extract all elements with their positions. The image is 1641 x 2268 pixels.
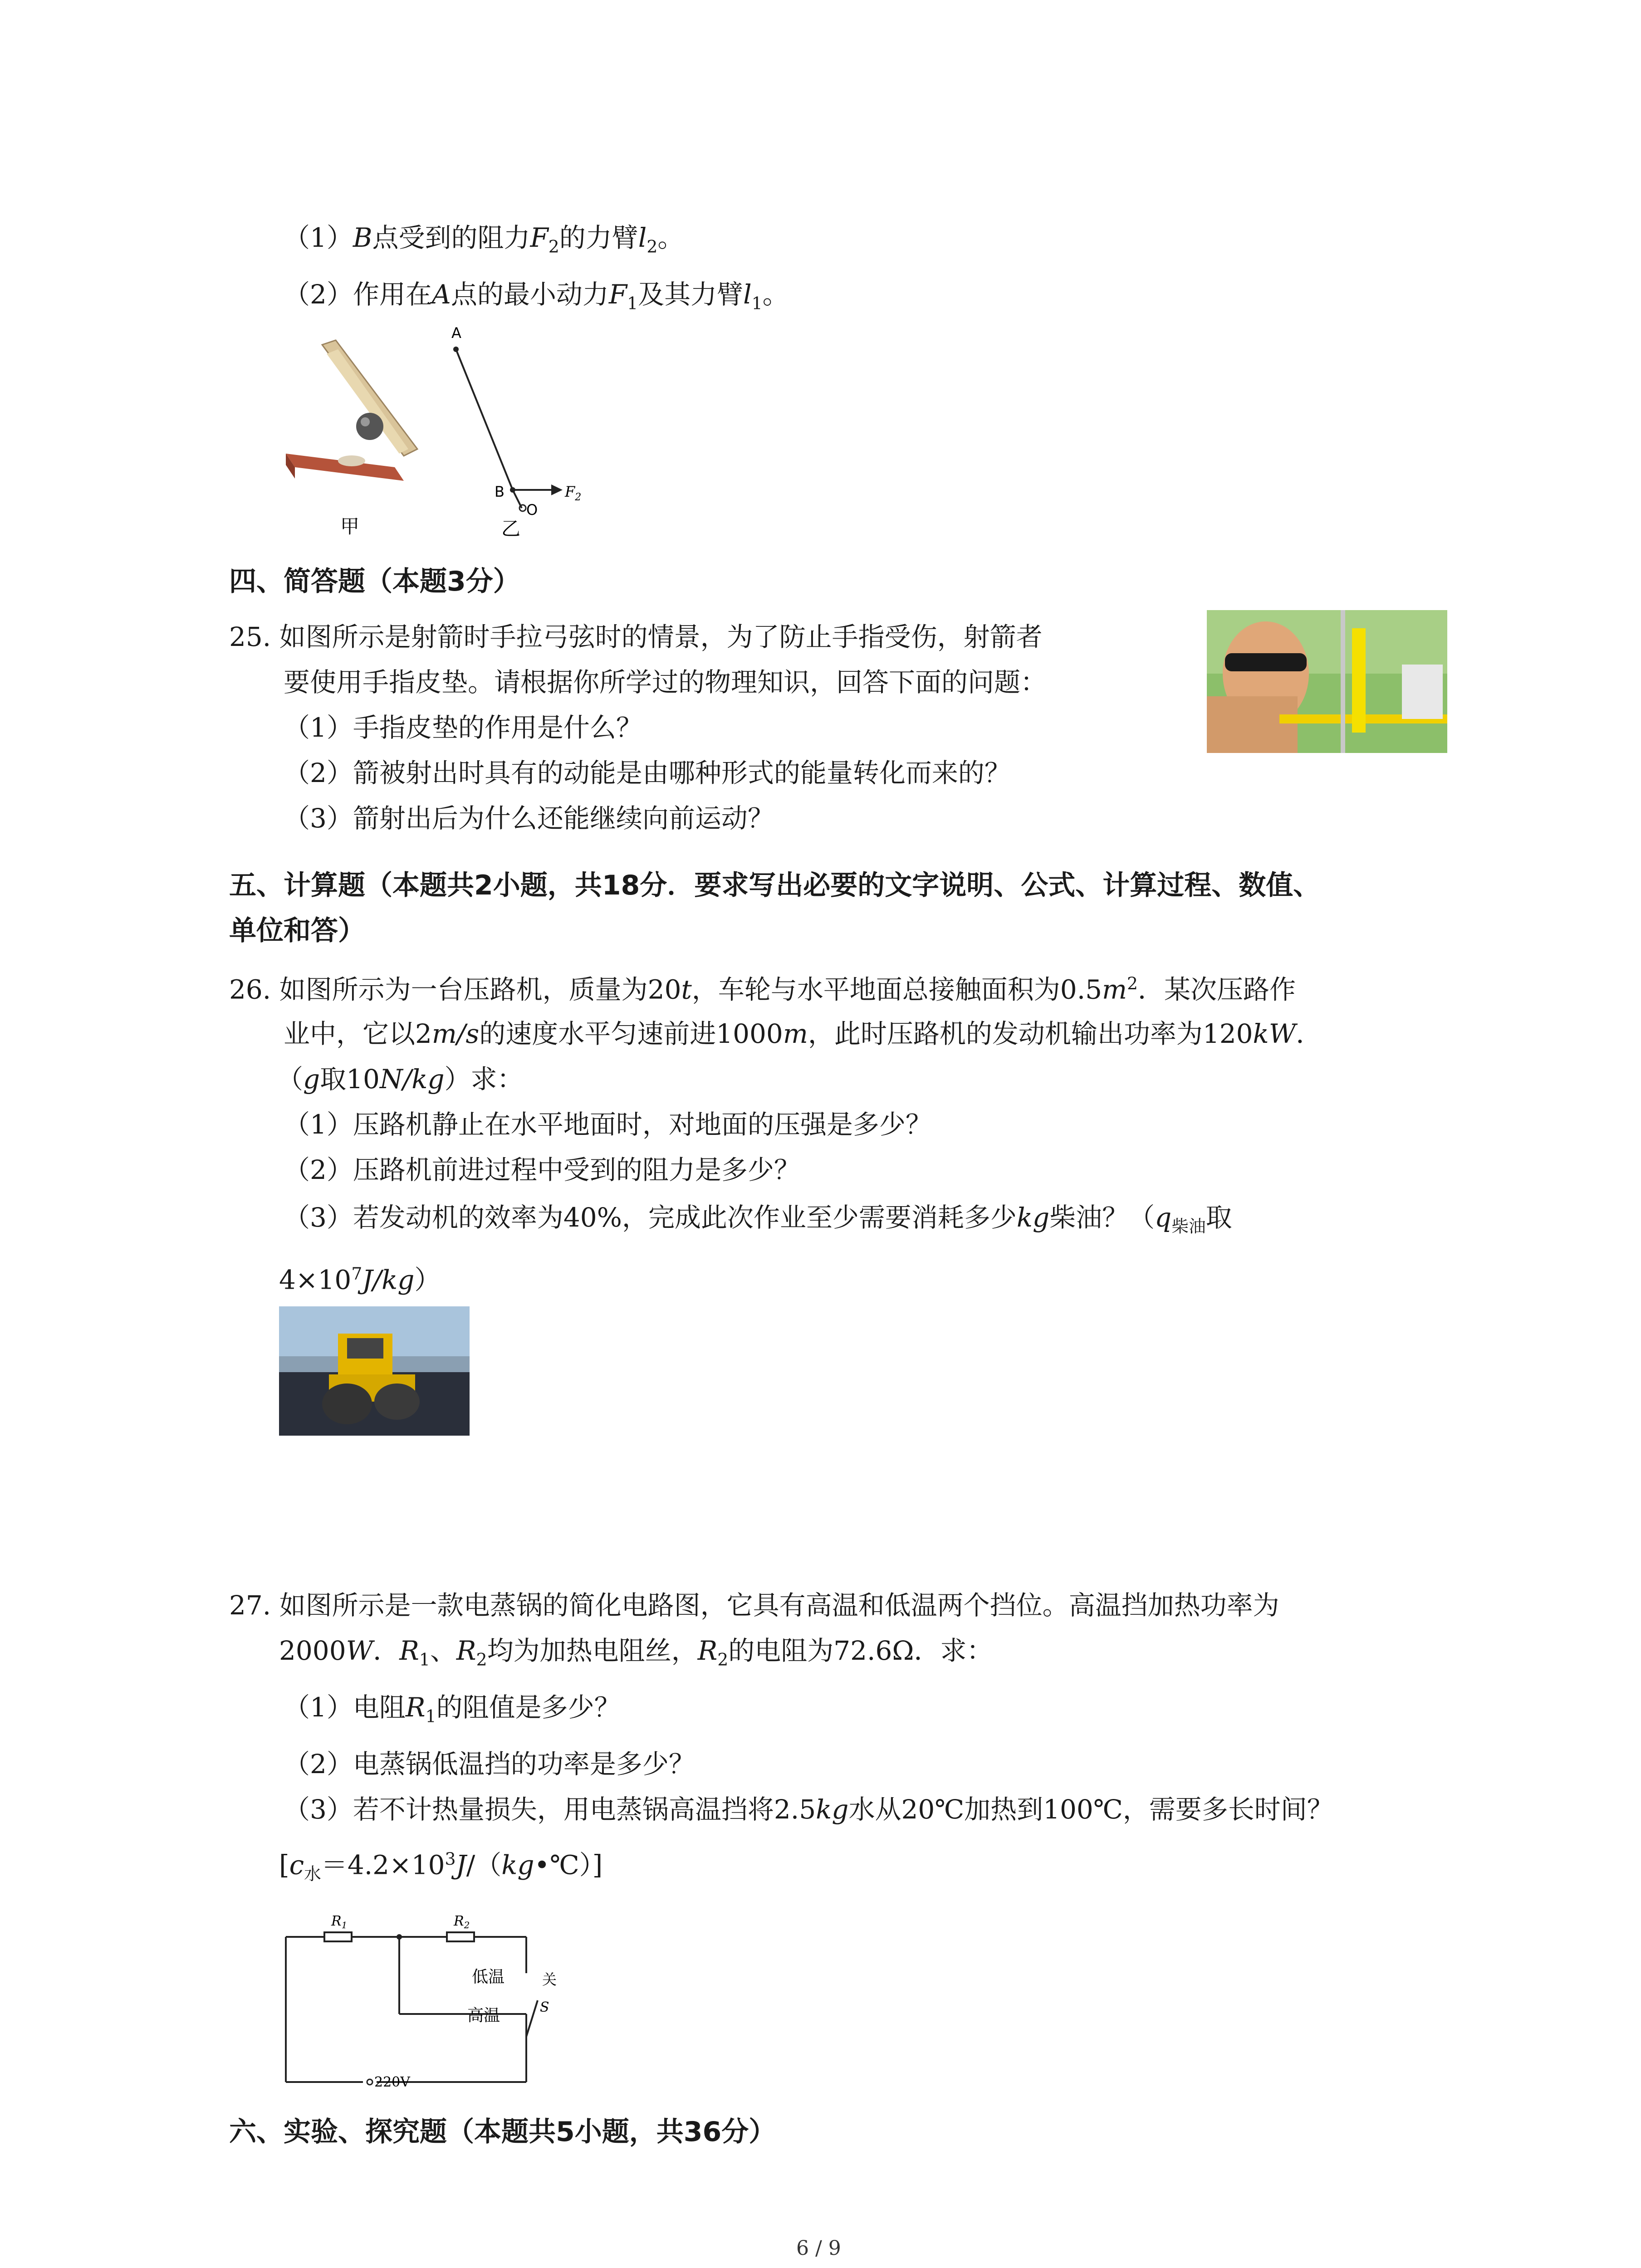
q27-line4: $[c_水=4.2\times 10^3J/(kg•℃)]$	[279, 1849, 603, 1884]
nutcracker-figure	[272, 318, 599, 553]
q25-line2: 要使用手指皮垫。请根据你所学过的物理知识，回答下面的问题：	[284, 667, 1047, 698]
q27-sub3: （3）若不计热量损失，用电蒸锅高温挡将2.5kg水从20℃加热到100℃，需要多长时间？	[284, 1794, 1333, 1825]
label-jia: 甲	[340, 515, 360, 538]
point-a-label: A	[451, 324, 461, 342]
q27-line1: 27. 如图所示是一款电蒸锅的简化电路图，它具有高温和低温两个挡位。高温挡加热功率为	[229, 1590, 1279, 1621]
q26-line3: （g取10N/kg）求：	[277, 1064, 524, 1095]
q26-sub3: （3）若发动机的效率为40%，完成此次作业至少需要消耗多少kg柴油？（$q_{柴油}$取	[284, 1202, 1232, 1237]
road-roller-photo	[279, 1306, 470, 1436]
circuit-diagram	[272, 1901, 572, 2100]
section5-title-line1: 五、计算题（本题共2小题，共18分．要求写出必要的文字说明、公式、计算过程、数值、	[229, 870, 1321, 901]
q26-line4: $4\times 10^7J/kg$）	[279, 1264, 441, 1295]
page-number: 6 / 9	[796, 2237, 841, 2260]
q25-sub3: （3）箭射出后为什么还能继续向前运动？	[284, 803, 774, 834]
r2-label: $R_2$	[454, 1913, 470, 1931]
force-f2-label: $F_2$	[565, 483, 582, 503]
q25-sub2: （2）箭被射出时具有的动能是由哪种形式的能量转化而来的？	[284, 758, 1011, 788]
section4-title: 四、简答题（本题3分）	[229, 566, 520, 597]
q25-sub1: （1）手指皮垫的作用是什么？	[284, 712, 642, 743]
switch-label: S	[540, 1999, 549, 2015]
nutcracker-photo	[286, 340, 417, 481]
q26-sub2: （2）压路机前进过程中受到的阻力是多少？	[284, 1154, 800, 1185]
point-o-label: O	[526, 501, 538, 518]
q24-sub2: （2）作用在A点的最小动力$F_1$及其力臂$l_1$。	[284, 279, 789, 313]
q27-sub2: （2）电蒸锅低温挡的功率是多少？	[284, 1749, 695, 1779]
voltage-label: 220V	[374, 2074, 410, 2090]
off-label: 关	[542, 1971, 557, 1988]
r1-label: $R_1$	[331, 1913, 348, 1931]
label-yi: 乙	[501, 518, 521, 540]
section5-title-line2: 单位和答）	[229, 915, 365, 947]
low-temp-label: 低温	[472, 1968, 505, 1986]
archery-photo	[1207, 610, 1447, 753]
q26-line2: 业中，它以2m/s的速度水平匀速前进1000m，此时压路机的发动机输出功率为120kW．	[284, 1018, 1323, 1049]
q27-sub1: （1）电阻$R_1$的阻值是多少？	[284, 1692, 621, 1726]
q26-sub1: （1）压路机静止在水平地面时，对地面的压强是多少？	[284, 1109, 932, 1140]
q27-line2: 2000W．$R_1$、$R_2$均为加热电阻丝，$R_2$的电阻为72.6Ω．求：	[279, 1635, 993, 1670]
section6-title: 六、实验、探究题（本题共5小题，共36分）	[229, 2116, 776, 2148]
q26-line1: 26. 如图所示为一台压路机，质量为20t，车轮与水平地面总接触面积为$0.5m^2$．某次压路作	[229, 973, 1296, 1005]
lever-diagram	[453, 347, 563, 511]
q24-sub1: （1）B点受到的阻力$F_2$的力臂$l_2$。	[284, 222, 684, 257]
high-temp-label: 高温	[467, 2006, 500, 2025]
point-b-label: B	[495, 483, 505, 500]
q25-line1: 25. 如图所示是射箭时手拉弓弦时的情景，为了防止手指受伤，射箭者	[229, 621, 1043, 652]
